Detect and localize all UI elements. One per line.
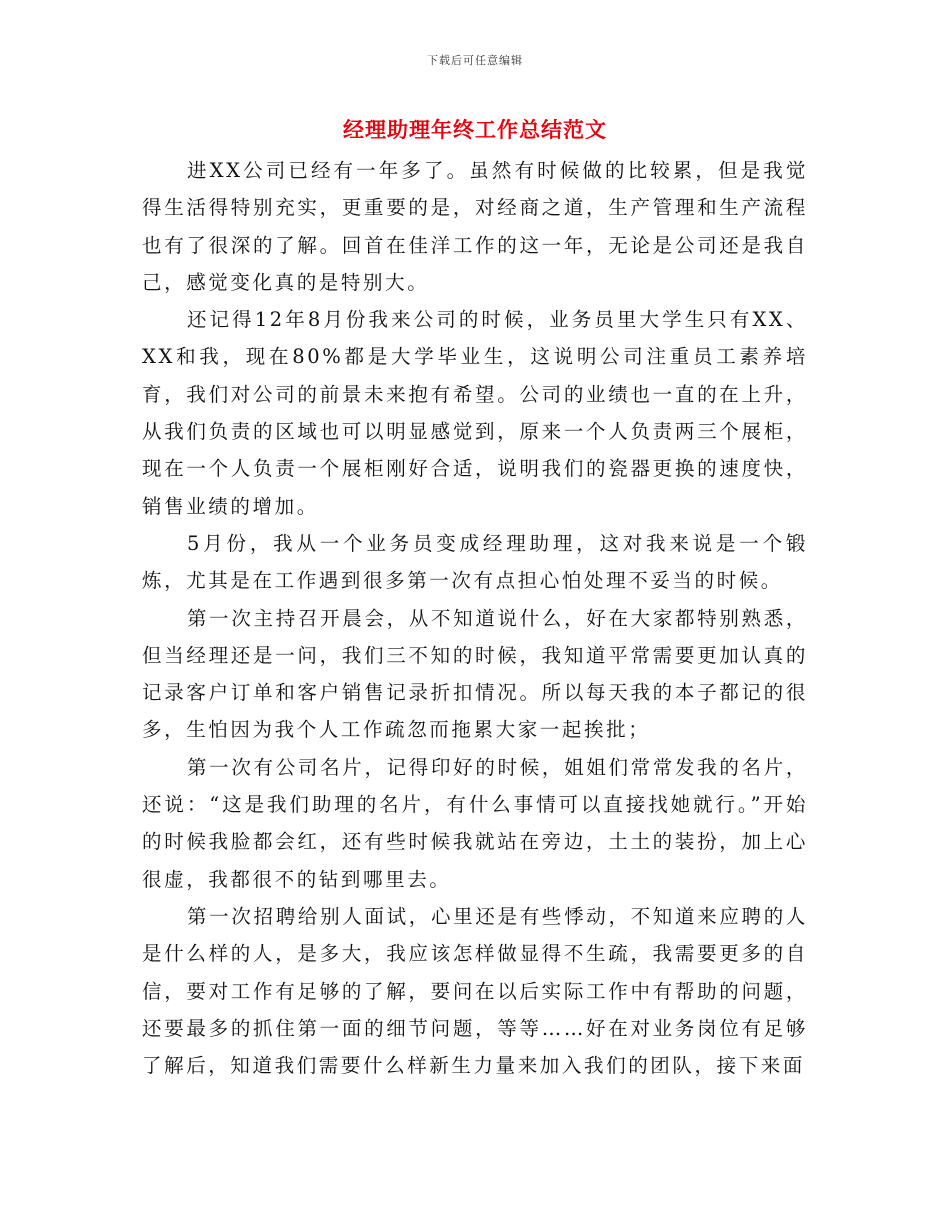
paragraph: 第一次主持召开晨会，从不知道说什么，好在大家都特别熟悉，但当经理还是一问，我们三不知的时候，我知道平常需要更加认真的记录客户订单和客户销售记录折扣情况。所以每天我的本子都记的很多，生怕因为我个人工作疏忽而拖累大家一起挨批； — [142, 606, 808, 742]
paragraph: 第一次招聘给别人面试，心里还是有些悸动，不知道来应聘的人是什么样的人，是多大，我应该怎样做显得不生疏，我需要更多的自信，要对工作有足够的了解，要问在以后实际工作中有帮助的问题，还要最多的抓住第一面的细节问题，等等……好在对业务岗位有足够了解后，知道我们需要什么样新生力量来加入我们的团队，接下来面 — [142, 904, 808, 1078]
paragraph: 进XX公司已经有一年多了。虽然有时候做的比较累，但是我觉得生活得特别充实，更重要的是，对经商之道，生产管理和生产流程也有了很深的了解。回首在佳洋工作的这一年，无论是公司还是我自己，感觉变化真的是特别大。 — [142, 159, 808, 294]
paragraph: 还记得12年8月份我来公司的时候，业务员里大学生只有XX、XX和我，现在80%都是大学毕业生，这说明公司注重员工素养培育，我们对公司的前景未来抱有希望。公司的业绩也一直的在上升，从我们负责的区域也可以明显感觉到，原来一个人负责两三个展柜，现在一个人负责一个展柜刚好合适，说明我们的瓷器更换的速度快，销售业绩的增加。 — [142, 308, 808, 518]
document-title: 经理助理年终工作总结范文 — [343, 117, 607, 142]
header-note: 下载后可任意编辑 — [427, 54, 523, 67]
document-body — [142, 152, 808, 1084]
paragraph: 第一次有公司名片，记得印好的时候，姐姐们常常发我的名片，还说：“这是我们助理的名片，有什么事情可以直接找她就行。”开始的时候我脸都会红，还有些时候我就站在旁边，土土的装扮，加上心很虚，我都很不的钻到哪里去。 — [142, 755, 808, 891]
paragraph: 5月份，我从一个业务员变成经理助理，这对我来说是一个锻炼，尤其是在工作遇到很多第一次有点担心怕处理不妥当的时候。 — [142, 531, 808, 593]
